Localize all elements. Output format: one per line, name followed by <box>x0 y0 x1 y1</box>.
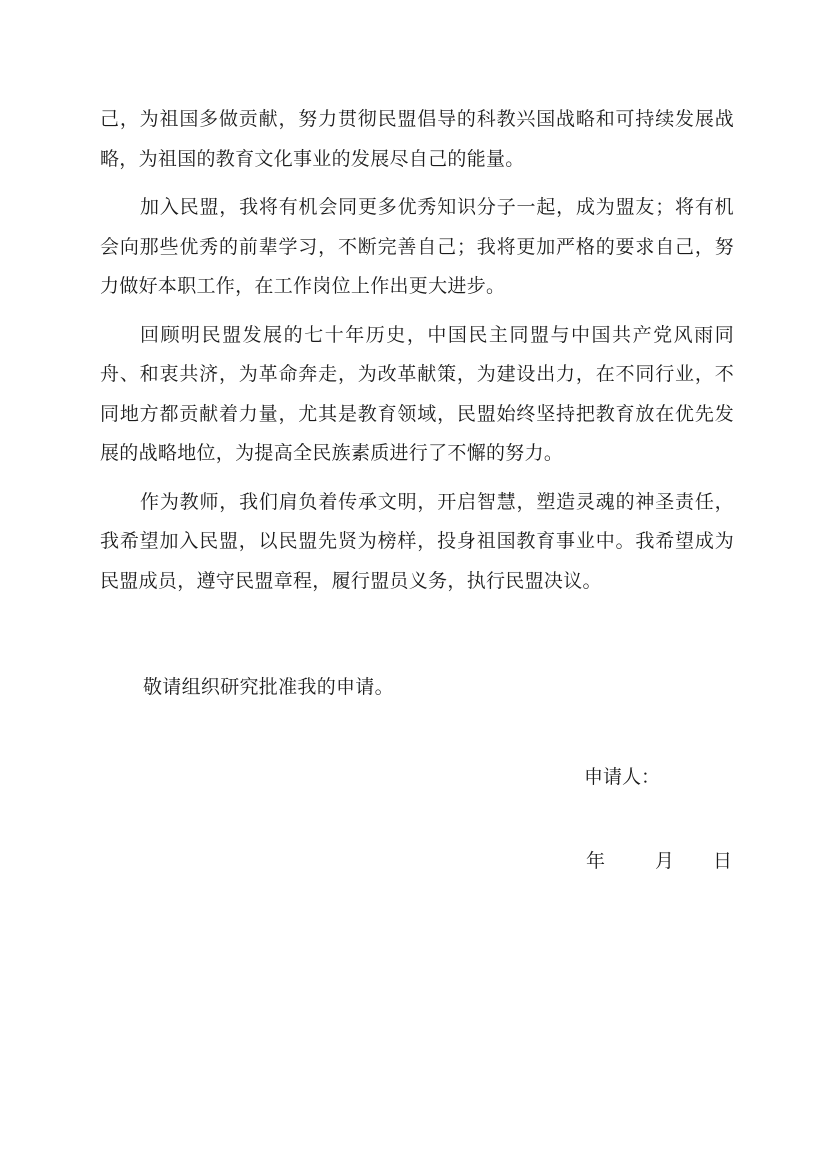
paragraph-3: 回顾明民盟发展的七十年历史，中国民主同盟与中国共产党风雨同舟、和衷共济，为革命奔走，为改革献策，为建设出力，在不同行业，不同地方都贡献着力量，尤其是教育领域，民盟始终坚持把教育放在优先发展的战略地位，为提高全民族素质进行了不懈的努力。 <box>100 323 734 464</box>
date-day-label: 日 <box>713 850 733 872</box>
paragraph-4: 作为教师，我们肩负着传承文明，开启智慧，塑造灵魂的神圣责任，我希望加入民盟，以民盟先贤为榜样，投身祖国教育事业中。我希望成为民盟成员，遵守民盟章程，履行盟员义务，执行民盟决议。 <box>100 490 734 592</box>
paragraph-2: 加入民盟，我将有机会同更多优秀知识分子一起，成为盟友；将有机会向那些优秀的前辈学习，不断完善自己；我将更加严格的要求自己，努力做好本职工作，在工作岗位上作出更大进步。 <box>100 196 734 297</box>
closing-request: 敬请组织研究批准我的申请。 <box>143 676 394 698</box>
letter-body <box>100 100 734 610</box>
applicant-label: 申请人： <box>584 766 661 788</box>
date-month-label: 月 <box>655 850 675 872</box>
paragraph-1: 己，为祖国多做贡献，努力贯彻民盟倡导的科教兴国战略和可持续发展战略，为祖国的教育文化事业的发展尽自己的能量。 <box>100 108 734 170</box>
date-year-label: 年 <box>586 850 606 872</box>
